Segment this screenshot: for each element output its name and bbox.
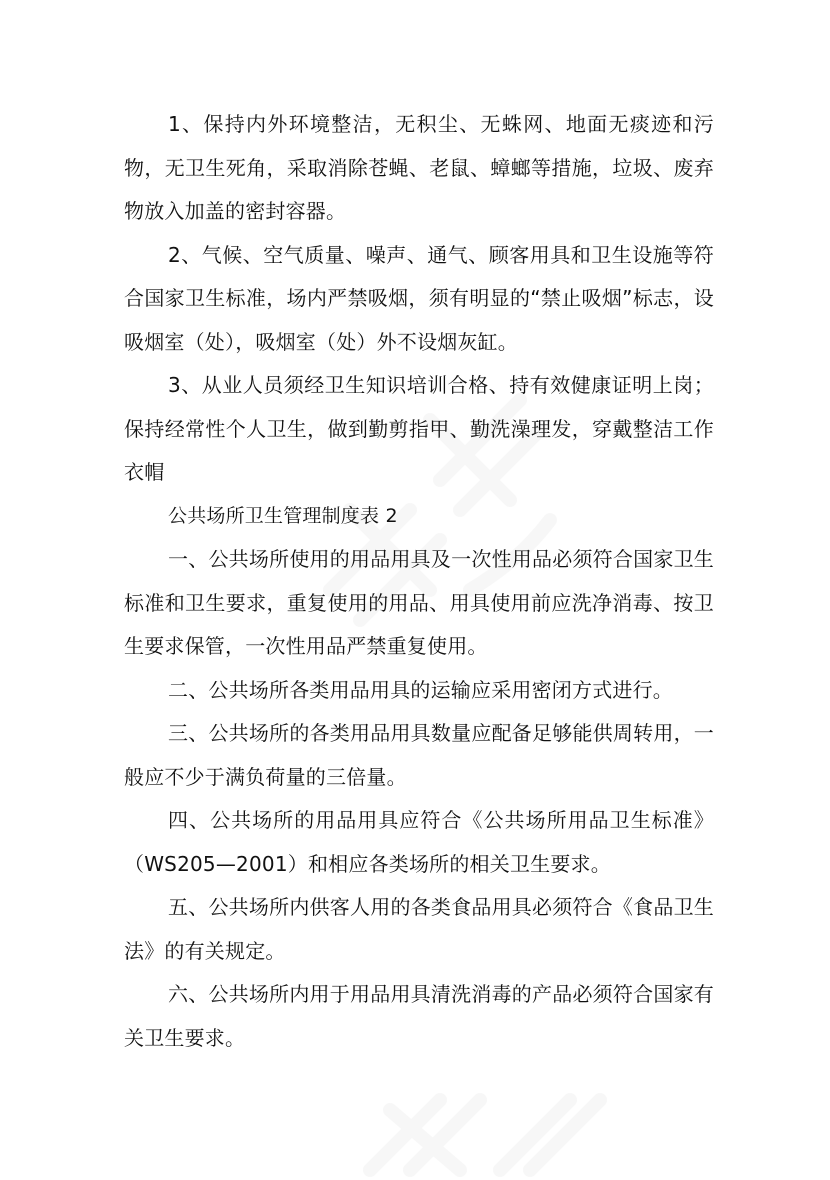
section-title: 公共场所卫生管理制度表 2: [168, 504, 398, 527]
paragraph-1: 1、保持内外环境整洁，无积尘、无蛛网、地面无痰迹和污物，无卫生死角，采取消除苍蝇、老鼠、蟑螂等措施，垃圾、废弃物放入加盖的密封容器。: [124, 112, 714, 223]
paragraph-item-3: 三、公共场所的各类用品用具数量应配备足够能供周转用，一般应不少于满负荷量的三倍量。: [124, 721, 714, 789]
document-body: [124, 103, 714, 1060]
watermark-graphic-lower: [330, 1040, 630, 1180]
paragraph-item-4: 四、公共场所的用品用具应符合《公共场所用品卫生标准》（WS205—2001）和相应各类场所的相关卫生要求。: [124, 808, 714, 876]
paragraph-2: 2、气候、空气质量、噪声、通气、顾客用具和卫生设施等符合国家卫生标准，场内严禁吸烟，须有明显的“禁止吸烟”标志，设吸烟室（处），吸烟室（处）外不设烟灰缸。: [124, 242, 714, 354]
paragraph-item-6: 六、公共场所内用于用品用具清洗消毒的产品必须符合国家有关卫生要求。: [124, 982, 714, 1050]
paragraph-3: 3、从业人员须经卫生知识培训合格、持有效健康证明上岗；保持经常性个人卫生，做到勤剪指甲、勤洗澡理发，穿戴整洁工作衣帽: [124, 373, 714, 484]
paragraph-item-2: 二、公共场所各类用品用具的运输应采用密闭方式进行。: [168, 677, 673, 702]
paragraph-item-5: 五、公共场所内供客人用的各类食品用具必须符合《食品卫生法》的有关规定。: [124, 895, 714, 963]
paragraph-item-1: 一、公共场所使用的用品用具及一次性用品必须符合国家卫生标准和卫生要求，重复使用的用品、用具使用前应洗净消毒、按卫生要求保管，一次性用品严禁重复使用。: [124, 547, 714, 658]
